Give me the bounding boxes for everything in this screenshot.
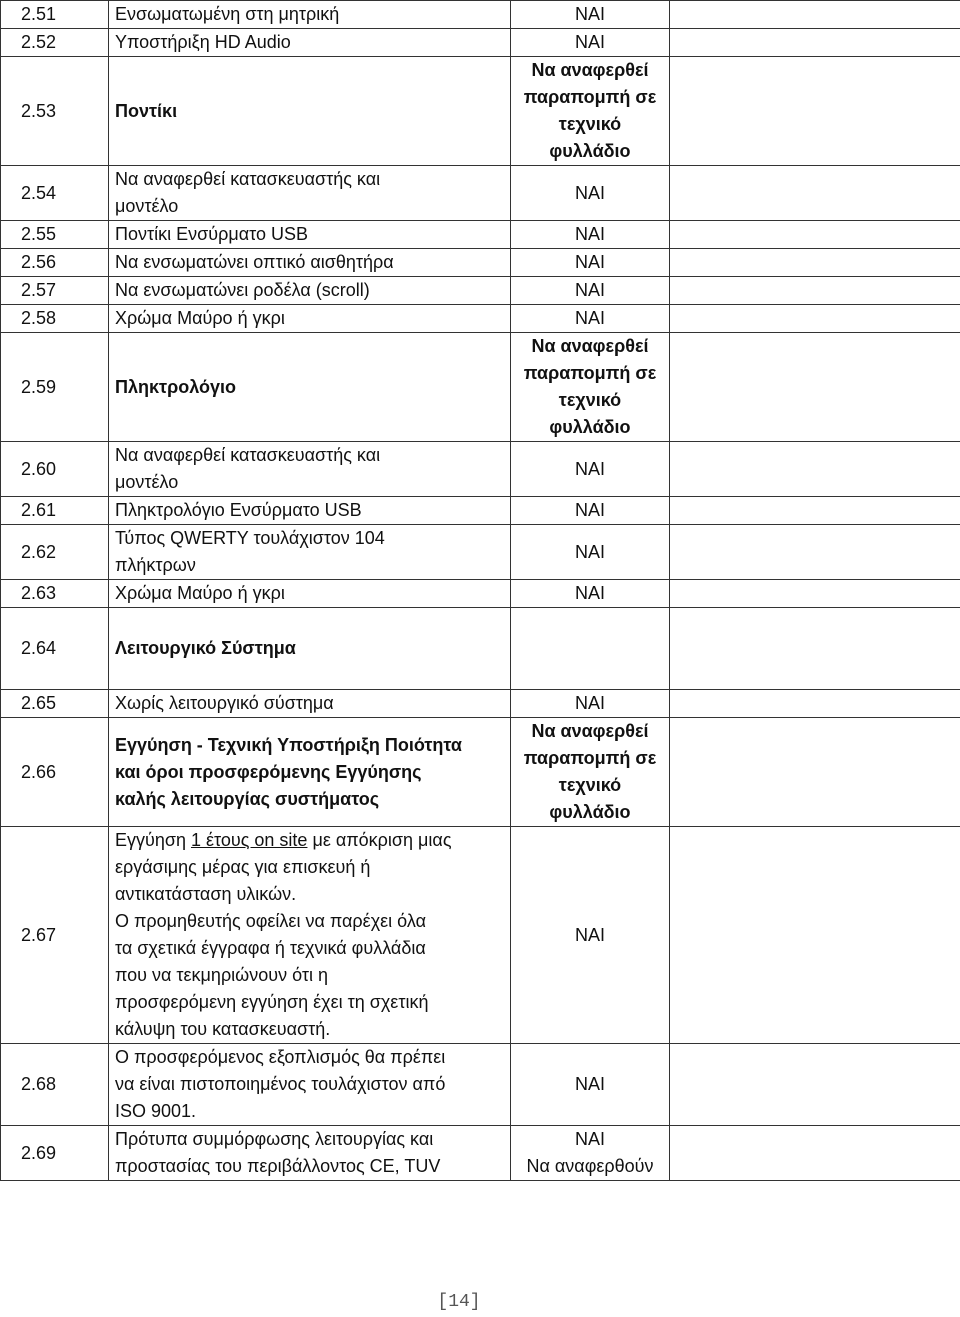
row-response: Να αναφερθεί παραπομπή σε τεχνικό φυλλάδιο xyxy=(511,333,670,442)
row-response: Να αναφερθεί παραπομπή σε τεχνικό φυλλάδιο xyxy=(511,57,670,166)
warranty-text-rest: με απόκριση μιας εργάσιμης μέρας για επισκευή ή αντικατάσταση υλικών. Ο προμηθευτής οφείλει να παρέχει όλα τα σχετικά έγγραφα ή τεχνικά φυλλάδια που να τεκμηριώνουν ότι η προσφερόμενη εγγύηση έχει τη σχετική κάλυψη του κατασκευαστή. xyxy=(115,830,452,1039)
table-row xyxy=(1,497,960,525)
row-number: 2.55 xyxy=(1,221,109,249)
row-number: 2.54 xyxy=(1,166,109,221)
row-number: 2.51 xyxy=(1,1,109,29)
warranty-period-underlined: 1 έτους on site xyxy=(190,830,308,850)
table-row xyxy=(1,249,960,277)
table-row xyxy=(1,442,960,497)
table-row xyxy=(1,333,960,442)
table-row xyxy=(1,1126,960,1181)
row-number: 2.60 xyxy=(1,442,109,497)
table-row xyxy=(1,221,960,249)
row-number: 2.66 xyxy=(1,718,109,827)
row-offer-cell xyxy=(670,525,960,580)
row-number: 2.67 xyxy=(1,827,109,1044)
row-offer-cell xyxy=(670,442,960,497)
section-heading-row xyxy=(1,608,960,690)
row-response: ΝΑΙ xyxy=(511,690,670,718)
page-number: [14] xyxy=(437,1292,481,1312)
row-offer-cell xyxy=(670,1126,960,1181)
row-description: Υποστήριξη HD Audio xyxy=(109,29,511,57)
row-response: ΝΑΙ xyxy=(511,1,670,29)
row-offer-cell xyxy=(670,718,960,827)
row-offer-cell xyxy=(670,221,960,249)
row-number: 2.57 xyxy=(1,277,109,305)
row-description: Ο προσφερόμενος εξοπλισμός θα πρέπει να είναι πιστοποιημένος τουλάχιστον από ISO 9001. xyxy=(109,1044,511,1126)
row-description: Ποντίκι Ενσύρματο USB xyxy=(109,221,511,249)
row-offer-cell xyxy=(670,57,960,166)
row-number: 2.52 xyxy=(1,29,109,57)
row-response: ΝΑΙ xyxy=(511,166,670,221)
row-number: 2.68 xyxy=(1,1044,109,1126)
table-row xyxy=(1,1044,960,1126)
row-number: 2.61 xyxy=(1,497,109,525)
row-response: ΝΑΙ xyxy=(511,497,670,525)
row-description: Να ενσωματώνει ροδέλα (scroll) xyxy=(109,277,511,305)
row-description xyxy=(109,827,511,1044)
table-row xyxy=(1,580,960,608)
table-row xyxy=(1,1,960,29)
table-row xyxy=(1,277,960,305)
table-row xyxy=(1,718,960,827)
row-description: Ποντίκι xyxy=(109,57,511,166)
row-offer-cell xyxy=(670,277,960,305)
row-number: 2.56 xyxy=(1,249,109,277)
table-row xyxy=(1,690,960,718)
row-description: Χρώμα Μαύρο ή γκρι xyxy=(109,305,511,333)
row-offer-cell xyxy=(670,249,960,277)
table-row xyxy=(1,525,960,580)
row-offer-cell xyxy=(670,580,960,608)
row-offer-cell xyxy=(670,1044,960,1126)
table-row xyxy=(1,57,960,166)
row-offer-cell xyxy=(670,305,960,333)
table-row xyxy=(1,827,960,1044)
row-description: Εγγύηση - Τεχνική Υποστήριξη Ποιότητα και όροι προσφερόμενης Εγγύησης καλής λειτουργίας συστήματος xyxy=(109,718,511,827)
row-offer-cell xyxy=(670,333,960,442)
row-response: ΝΑΙ xyxy=(511,305,670,333)
row-number: 2.69 xyxy=(1,1126,109,1181)
row-description: Πληκτρολόγιο xyxy=(109,333,511,442)
row-response: ΝΑΙ xyxy=(511,580,670,608)
row-offer-cell xyxy=(670,29,960,57)
row-offer-cell xyxy=(670,1,960,29)
row-description: Πρότυπα συμμόρφωσης λειτουργίας και προστασίας του περιβάλλοντος CE, TUV xyxy=(109,1126,511,1181)
row-number: 2.64 xyxy=(1,608,109,690)
row-number: 2.65 xyxy=(1,690,109,718)
row-response: ΝΑΙ xyxy=(511,525,670,580)
row-response: ΝΑΙ Να αναφερθούν xyxy=(511,1126,670,1181)
row-description: Να ενσωματώνει οπτικό αισθητήρα xyxy=(109,249,511,277)
row-offer-cell xyxy=(670,827,960,1044)
row-description: Να αναφερθεί κατασκευαστής και μοντέλο xyxy=(109,442,511,497)
row-offer-cell xyxy=(670,690,960,718)
warranty-text-prefix: Εγγύηση xyxy=(115,830,191,850)
row-response: ΝΑΙ xyxy=(511,29,670,57)
row-response: Να αναφερθεί παραπομπή σε τεχνικό φυλλάδιο xyxy=(511,718,670,827)
row-response xyxy=(511,608,670,690)
row-description: Τύπος QWERTY τουλάχιστον 104 πλήκτρων xyxy=(109,525,511,580)
row-number: 2.53 xyxy=(1,57,109,166)
row-number: 2.63 xyxy=(1,580,109,608)
section-heading: Λειτουργικό Σύστημα xyxy=(109,608,511,690)
row-number: 2.62 xyxy=(1,525,109,580)
row-response: ΝΑΙ xyxy=(511,442,670,497)
table-row xyxy=(1,305,960,333)
row-response: ΝΑΙ xyxy=(511,277,670,305)
row-number: 2.59 xyxy=(1,333,109,442)
row-response: ΝΑΙ xyxy=(511,249,670,277)
row-description: Ενσωματωμένη στη μητρική xyxy=(109,1,511,29)
row-description: Χρώμα Μαύρο ή γκρι xyxy=(109,580,511,608)
row-offer-cell xyxy=(670,608,960,690)
table-row xyxy=(1,29,960,57)
row-response: ΝΑΙ xyxy=(511,221,670,249)
table-row xyxy=(1,166,960,221)
row-offer-cell xyxy=(670,166,960,221)
row-response: ΝΑΙ xyxy=(511,827,670,1044)
row-response: ΝΑΙ xyxy=(511,1044,670,1126)
row-description: Χωρίς λειτουργικό σύστημα xyxy=(109,690,511,718)
row-description: Πληκτρολόγιο Ενσύρματο USB xyxy=(109,497,511,525)
row-description: Να αναφερθεί κατασκευαστής και μοντέλο xyxy=(109,166,511,221)
row-number: 2.58 xyxy=(1,305,109,333)
row-offer-cell xyxy=(670,497,960,525)
